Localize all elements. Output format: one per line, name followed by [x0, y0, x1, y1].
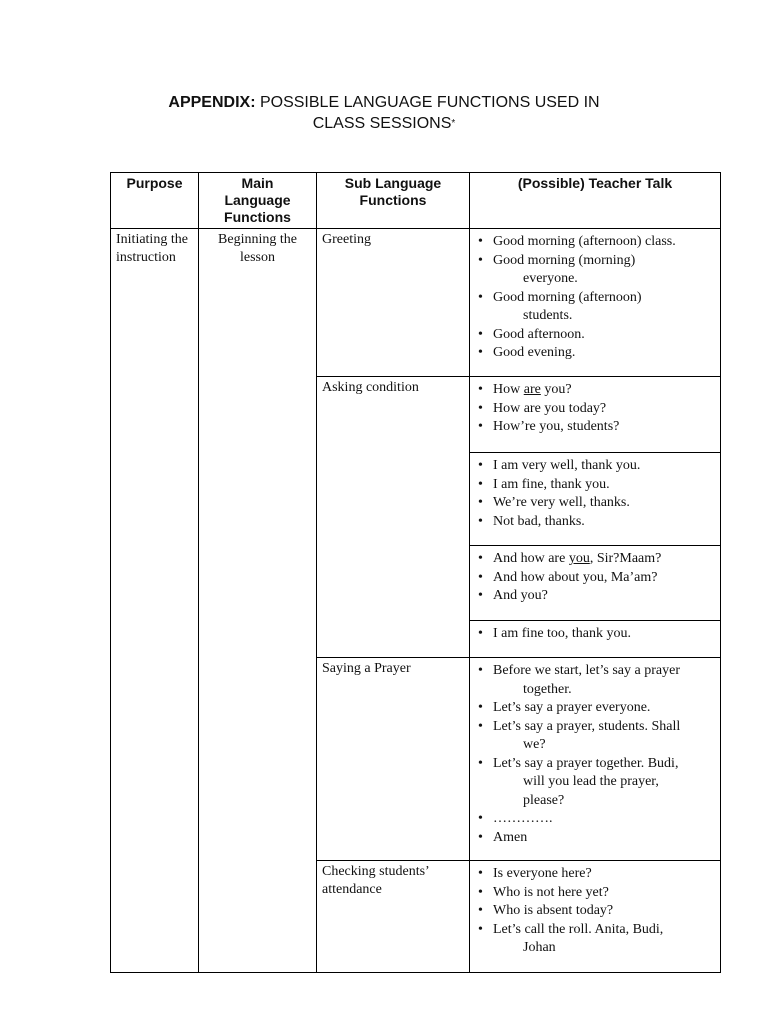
main-function-cell: [199, 229, 317, 973]
list-item: • Good afternoon.: [476, 326, 714, 345]
list-item: • Good morning (morning) everyone.: [476, 252, 714, 289]
title-text-1: POSSIBLE LANGUAGE FUNCTIONS USED IN: [259, 94, 600, 111]
list-item: • Let’s say a prayer together. Budi, will you lead the prayer, please?: [476, 755, 714, 811]
list-item: • Not bad, thanks.: [476, 513, 714, 532]
title-line-1: [0, 92, 768, 113]
sub-function-greeting: Greeting: [322, 232, 371, 247]
sub-function-cell: [317, 377, 470, 658]
title-text-2: CLASS SESSIONS: [312, 115, 452, 132]
header-main-language-functions: Main Language Functions: [199, 173, 317, 229]
list-item: • Good morning (afternoon) class.: [476, 233, 714, 252]
table-row: [111, 229, 721, 377]
sub-function-cell: [317, 861, 470, 973]
page-title: [0, 92, 768, 134]
list-item: • Let’s call the roll. Anita, Budi, Johan: [476, 921, 714, 958]
teacher-talk-cell: [470, 546, 721, 621]
list-item: • Good morning (afternoon) students.: [476, 289, 714, 326]
prayer-talk-list: [470, 658, 720, 853]
list-item: • How’re you, students?: [476, 418, 714, 437]
sub-function-saying-prayer: Saying a Prayer: [322, 661, 411, 676]
sub-function-cell: [317, 658, 470, 861]
sub-function-checking-attendance: Checking students’ attendance: [322, 864, 429, 897]
teacher-talk-cell: [470, 229, 721, 377]
title-line-2: [0, 113, 768, 134]
header-teacher-talk: (Possible) Teacher Talk: [470, 173, 721, 229]
list-item: • Is everyone here?: [476, 865, 714, 884]
list-item: • And how about you, Ma’am?: [476, 569, 714, 588]
list-item: • Before we start, let’s say a prayer together.: [476, 662, 714, 699]
list-item: • Amen: [476, 829, 714, 848]
list-item: • Who is not here yet?: [476, 884, 714, 903]
list-item: • Let’s say a prayer, students. Shall we?: [476, 718, 714, 755]
header-sub-language-functions: Sub Language Functions: [317, 173, 470, 229]
language-functions-table: [110, 172, 721, 973]
sub-function-asking-condition: Asking condition: [322, 380, 419, 395]
list-item: • How are you?: [476, 381, 714, 400]
teacher-talk-cell: [470, 658, 721, 861]
list-item: • How are you today?: [476, 400, 714, 419]
greeting-talk-list: [470, 229, 720, 369]
list-item: • Good evening.: [476, 344, 714, 363]
teacher-talk-cell: [470, 453, 721, 546]
title-lead: APPENDIX:: [168, 94, 256, 111]
attendance-talk-list: [470, 861, 720, 964]
main-function-text: Beginning the lesson: [218, 232, 297, 265]
list-item: • I am very well, thank you.: [476, 457, 714, 476]
list-item: • And you?: [476, 587, 714, 606]
purpose-text: Initiating the instruction: [116, 232, 188, 265]
list-item: • And how are you, Sir?Maam?: [476, 550, 714, 569]
header-purpose: Purpose: [111, 173, 199, 229]
teacher-talk-cell: [470, 621, 721, 658]
condition-questions-list: [470, 377, 720, 443]
teacher-talk-cell: [470, 377, 721, 453]
table-header-row: [111, 173, 721, 229]
list-item: • I am fine too, thank you.: [476, 625, 714, 644]
purpose-cell: [111, 229, 199, 973]
sub-function-cell: [317, 229, 470, 377]
title-footnote-marker: *: [451, 118, 456, 129]
list-item: • ………….: [476, 810, 714, 829]
condition-return-list: [470, 546, 720, 612]
list-item: • Let’s say a prayer everyone.: [476, 699, 714, 718]
teacher-talk-cell: [470, 861, 721, 973]
list-item: • I am fine, thank you.: [476, 476, 714, 495]
condition-answers-list: [470, 453, 720, 537]
list-item: • We’re very well, thanks.: [476, 494, 714, 513]
list-item: • Who is absent today?: [476, 902, 714, 921]
condition-final-list: [470, 621, 720, 650]
